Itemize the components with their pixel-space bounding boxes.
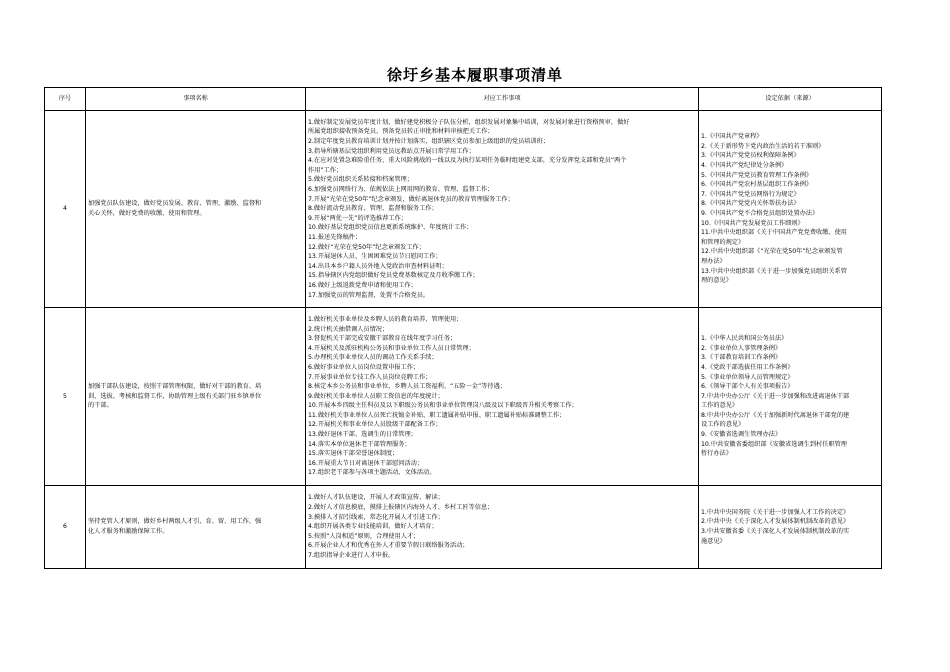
legal-basis-line: 11.中共中央组织部《关于中国共产党党费收缴、使用 [701,229,847,237]
work-tasks-line: 作用”工作； [308,166,343,174]
header-tasks: 对应工作事项 [306,88,699,111]
work-tasks-line: 2.制定年度党员教育培训计划并按计划落实，组织辖区党员参加上级组织的党员培训班； [308,138,550,146]
legal-basis-line: 9.《中国共产党不合格党员组织处置办法》 [701,210,819,217]
work-tasks-line: 5.办理机关事业单位人员的调动工作关系手续； [308,354,438,362]
header-name: 事项名称 [86,88,306,111]
table-header-row [45,88,882,111]
header-no: 序号 [45,88,86,111]
work-tasks-line: 1.做好制定发展党员年度计划，做好建党积极分子队伍分析，组织发展对象集中培训，对发展对象进行资格预审，做好 [308,118,630,126]
work-tasks-line: 4.在应对处置急难险重任务、重大风险挑战的一线以及为执行某项任务临时组建党支部，充分发挥党支部和党员“两个 [308,157,627,165]
legal-basis-line: 暂行办法》 [701,450,732,458]
legal-basis-line: 7.《中国共产党党员网络行为规定》 [701,190,800,198]
work-tasks-line: 10.做好基层党组织党员信息更新系统维护、年度统计工作； [308,224,473,232]
item-name-line: 加强党员队伍建设，做好党员发展、教育、管理、激励、监督和 [88,200,262,208]
work-tasks-line: 3.督促机关干部完成安徽干部教育在线年度学习任务； [308,335,457,343]
table-row [45,486,882,569]
work-tasks-line: 15.指导辖区内党组织做好党员党费基数核定及月收季缴工作； [308,272,479,280]
work-tasks-line: 8.做好流动党员教育、管理、监督和服务工作； [308,205,438,213]
work-tasks-line: 6.加强党员网络行为、依规依法上网用网的教育、管理、监督工作； [308,186,494,194]
work-tasks-line: 7.组织指导企业进行人才申报。 [308,551,395,559]
legal-basis-line: 5.《事业单位领导人员管理规定》 [701,373,794,381]
legal-basis-line: 13.中共中央组织部《关于进一步加强党员组织关系管 [701,267,847,275]
legal-basis-line: 和管理的规定》 [701,238,745,246]
legal-basis-line: 7.中共中央办公厅《关于进一步加强和改进离退休干部 [701,392,850,400]
legal-basis-line: 8.《中国共产党党内关怀帮扶办法》 [701,200,800,208]
work-tasks [306,486,699,569]
item-name [86,308,306,486]
legal-basis-line: 1.《中华人民共和国公务员法》 [701,335,788,343]
work-tasks-line: 13.开展退休人员、生困困难党员节日慰问工作； [308,253,442,261]
work-tasks-line: 2.做好人才信息摸底，摸排上报辖区内海外人才、乡村工匠等信息； [308,504,494,512]
legal-basis [699,111,882,308]
work-tasks-line: 所属党组织接收预备党员、预备党员转正审批和材料审核把关工作； [308,128,494,136]
legal-basis-line: 设工作的意见》 [701,421,745,429]
item-name-line: 的干部。 [88,402,113,410]
header-basis: 设定依据（来源） [699,88,882,111]
legal-basis-line: 2.《关于新形势下党内政治生活的若干准则》 [701,142,825,150]
work-tasks-line: 6.做好事业单位人员岗位设置申报工作； [308,363,420,371]
work-tasks-line: 11.报送先锋稿件； [308,233,362,241]
work-tasks-line: 12.开展机关和事业单位人员股级干部配备工作； [308,421,442,429]
work-tasks-line: 9.做好机关事业单位人员职工资信息的年度统计； [308,392,444,400]
work-tasks [306,308,699,486]
legal-basis-line: 6.《中国共产党农村基层组织工作条例》 [701,181,813,189]
work-tasks-line: 9.开展“两优一先”的评选推荐工作； [308,214,407,222]
work-tasks-line: 17.加强党员的管理监督，处置不合格党员。 [308,291,430,299]
legal-basis-line: 2.《事业单位人事管理条例》 [701,344,782,352]
duty-list-table [44,87,882,569]
work-tasks-line: 17.组织老干部参与各项主题活动、文体活动。 [308,469,436,477]
work-tasks-line: 4.组织开展各类专业技能培训，做好人才培育； [308,523,438,531]
legal-basis-line: 10.《中国共产党发展党员工作细则》 [701,219,804,227]
item-name-line: 化人才服务和激励保障工作。 [88,528,169,535]
legal-basis-line: 3.《干部教育培训工作条例》 [701,354,782,362]
legal-basis-line: 3.中共安徽省委《关于深化人才发展体制机制改革的实 [701,528,850,535]
work-tasks-line: 15.落实退休干部荣誉退休制度； [308,450,399,458]
legal-basis-line: 理办法》 [701,257,726,265]
legal-basis-line: 2.中共中央《关于深化人才发展体制机制改革的意见》 [701,518,850,526]
item-name [86,486,306,569]
legal-basis-line: 10.中共安徽省委组织部《安徽省选调生到村任职管理 [701,440,847,448]
legal-basis-line: 4.《党政干部选拔任用工作条例》 [701,363,794,371]
work-tasks-line: 10.开展本乡四级主任科员及以下职级公务员和事业单位管理岗八级及以下职级晋升相关考察工作； [308,402,578,410]
work-tasks-line: 6.开展企业人才和优秀在外人才重要节假日联络服务活动； [308,542,469,550]
legal-basis-line: 6.《领导干部个人有关事项报告》 [701,383,794,391]
work-tasks-line: 16.开展重大节日对离退休干部慰问活动； [308,459,424,467]
table-row [45,111,882,308]
work-tasks-line: 3.指导所辖基层党组织利用党员远教站点开展日常学用工作； [308,147,475,155]
work-tasks-line: 1.做好机关事业单位及乡聘人员的教育培养、管理使用； [308,315,463,323]
legal-basis-line: 8.中共中央办公厅《关于加强新时代离退休干部党的建 [701,411,850,419]
item-name-line: 关心关怀，做好党费的收缴、使用和管理。 [88,210,206,217]
work-tasks-line: 3.摸排人才招引线索，常态化开展人才引进工作； [308,513,444,521]
work-tasks-line: 14.落实本单位退休老干部管理服务； [308,440,411,448]
work-tasks-line: 8.核定本乡公务员和事业单位、乡聘人员工资福利、“五险一金”等待遇； [308,383,506,391]
work-tasks-line: 12.做好“光荣在党50年”纪念章颁发工作； [308,243,425,251]
legal-basis-line: 理的意见》 [701,277,732,285]
legal-basis-line: 4.《中国共产党纪律处分条例》 [701,162,788,170]
legal-basis-line: 工作的意见》 [701,402,739,410]
work-tasks-line: 4.开展机关及派驻机构公务员和事业单位工作人员日常管理； [308,344,475,352]
work-tasks-line: 7.开展事业单位专技工作人员岗位竞聘工作； [308,373,432,381]
work-tasks [306,111,699,308]
legal-basis-line: 1.中共中央国务院《关于进一步加强人才工作的决定》 [701,508,850,516]
item-name-line: 训、选拔、考核和监督工作，协助管理上级有关部门驻乡镇单位 [88,392,262,400]
table-row [45,308,882,486]
legal-basis-line: 5.《中国共产党党员教育管理工作条例》 [701,171,813,179]
work-tasks-line: 1.做好人才队伍建设，开展人才政策宣传、解读； [308,494,444,502]
work-tasks-line: 14.出具本乡户籍人员外地入党政治审查材料证明； [308,262,448,270]
legal-basis-line: 施意见》 [701,537,726,545]
item-name [86,111,306,308]
legal-basis-line: 12.中共中央组织部《“光荣在党50年”纪念章颁发管 [701,248,843,256]
row-number: 5 [45,308,86,486]
work-tasks-line: 7.开展“光荣在党50年”纪念章颁发，做好离退休党员的教育管理服务工作； [308,195,514,203]
item-name-line: 加强干部队伍建设，按照干部管理权限，做好对干部的教育、培 [88,383,262,391]
work-tasks-line: 5.做好党员组织关系转接和档案管理； [308,176,413,184]
work-tasks-line: 2.统计机关抽借调人员情况； [308,325,389,333]
legal-basis-line: 3.《中国共产党党员权利保障条例》 [701,152,800,160]
work-tasks-line: 16.做好上级返拨党费申请和使用工作； [308,281,417,289]
legal-basis [699,308,882,486]
row-number: 6 [45,486,86,569]
work-tasks-line: 5.按照“人岗相适”原则，合理使用人才； [308,532,420,540]
work-tasks-line: 13.做好退休干部、选调生的日常管理； [308,431,417,439]
legal-basis-line: 1.《中国共产党章程》 [701,133,763,141]
row-number: 4 [45,111,86,308]
legal-basis [699,486,882,569]
legal-basis-line: 9.《安徽省选调生管理办法》 [701,431,782,439]
item-name-line: 坚持党管人才原则，做好乡村两级人才引、育、留、用工作，强 [88,518,262,526]
page-title: 徐圩乡基本履职事项清单 [386,66,563,84]
work-tasks-line: 11.做好机关事业单位人员死亡抚恤金补贴、职工遗属补贴申报、职工遗属补贴标准调整工作； [308,411,566,419]
